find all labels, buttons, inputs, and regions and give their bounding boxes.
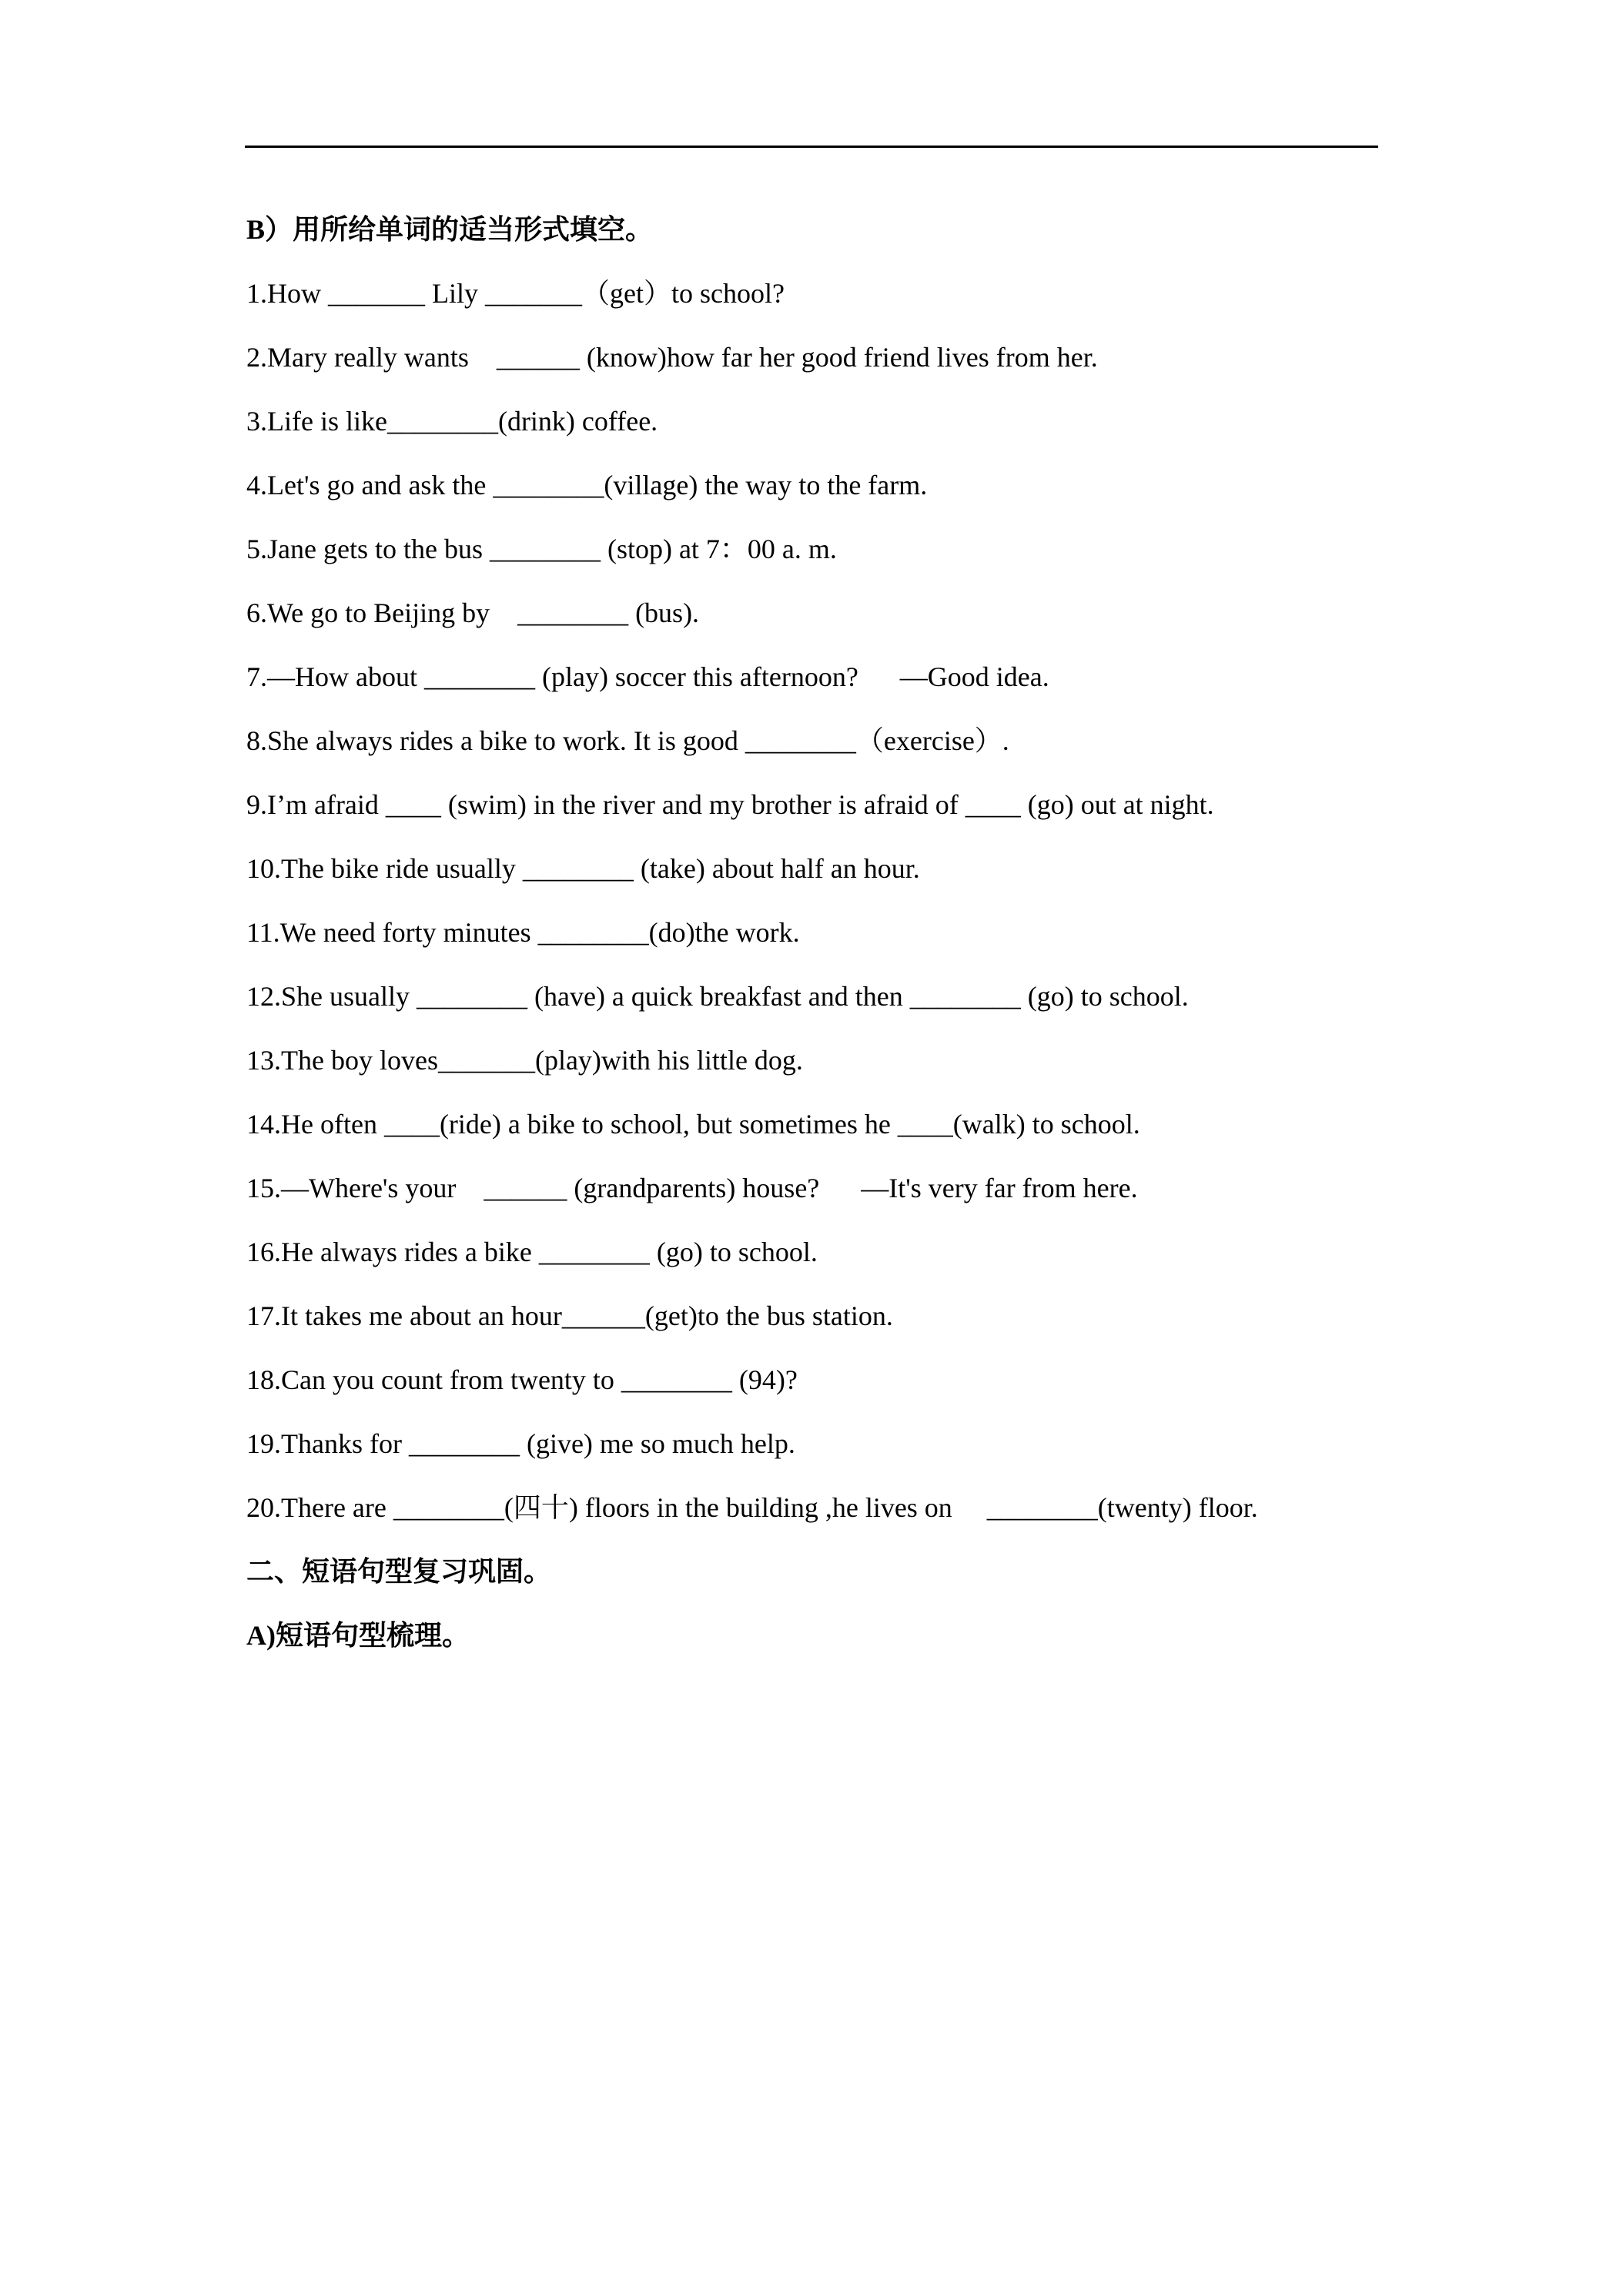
question-16: 16.He always rides a bike ________ (go) to school. xyxy=(246,1237,818,1267)
question-6: 6.We go to Beijing by ________ (bus). xyxy=(246,597,700,628)
question-14: 14.He often ____(ride) a bike to school, but sometimes he ____(walk) to school. xyxy=(246,1109,1140,1140)
question-17: 17.It takes me about an hour______(get)to the bus station. xyxy=(246,1300,893,1331)
question-13: 13.The boy loves_______(play)with his little dog. xyxy=(246,1045,803,1076)
question-9: 9.I’m afraid ____ (swim) in the river and my brother is afraid of ____ (go) out at night. xyxy=(246,789,1214,820)
question-10: 10.The bike ride usually ________ (take) about half an hour. xyxy=(246,853,920,884)
question-20: 20.There are ________(四十) floors in the building ,he lives on ________(twenty) floor. xyxy=(246,1492,1258,1523)
question-5: 5.Jane gets to the bus ________ (stop) at 7：00 a. m. xyxy=(246,534,837,564)
section-two-title: 二、短语句型复习巩固。 xyxy=(246,1556,552,1587)
question-7: 7.—How about ________ (play) soccer this afternoon? —Good idea. xyxy=(246,661,1049,692)
question-18: 18.Can you count from twenty to ________ (94)? xyxy=(246,1364,798,1395)
header-rule xyxy=(245,146,1378,148)
section-b-title: B）用所给单词的适当形式填空。 xyxy=(246,214,654,245)
question-4: 4.Let's go and ask the ________(village) the way to the farm. xyxy=(246,470,928,500)
question-15: 15.—Where's your ______ (grandparents) house? —It's very far from here. xyxy=(246,1173,1138,1203)
question-2: 2.Mary really wants ______ (know)how far her good friend lives from her. xyxy=(246,342,1098,373)
document-body xyxy=(246,212,1386,1682)
section-a-title: A)短语句型梳理。 xyxy=(246,1620,470,1651)
question-1: 1.How _______ Lily _______（get）to school? xyxy=(246,278,785,309)
question-8: 8.She always rides a bike to work. It is good ________（exercise）. xyxy=(246,725,1009,756)
question-3: 3.Life is like________(drink) coffee. xyxy=(246,406,658,437)
question-19: 19.Thanks for ________ (give) me so much help. xyxy=(246,1428,795,1459)
question-11: 11.We need forty minutes ________(do)the work. xyxy=(246,917,800,948)
question-12: 12.She usually ________ (have) a quick breakfast and then ________ (go) to school. xyxy=(246,981,1189,1012)
